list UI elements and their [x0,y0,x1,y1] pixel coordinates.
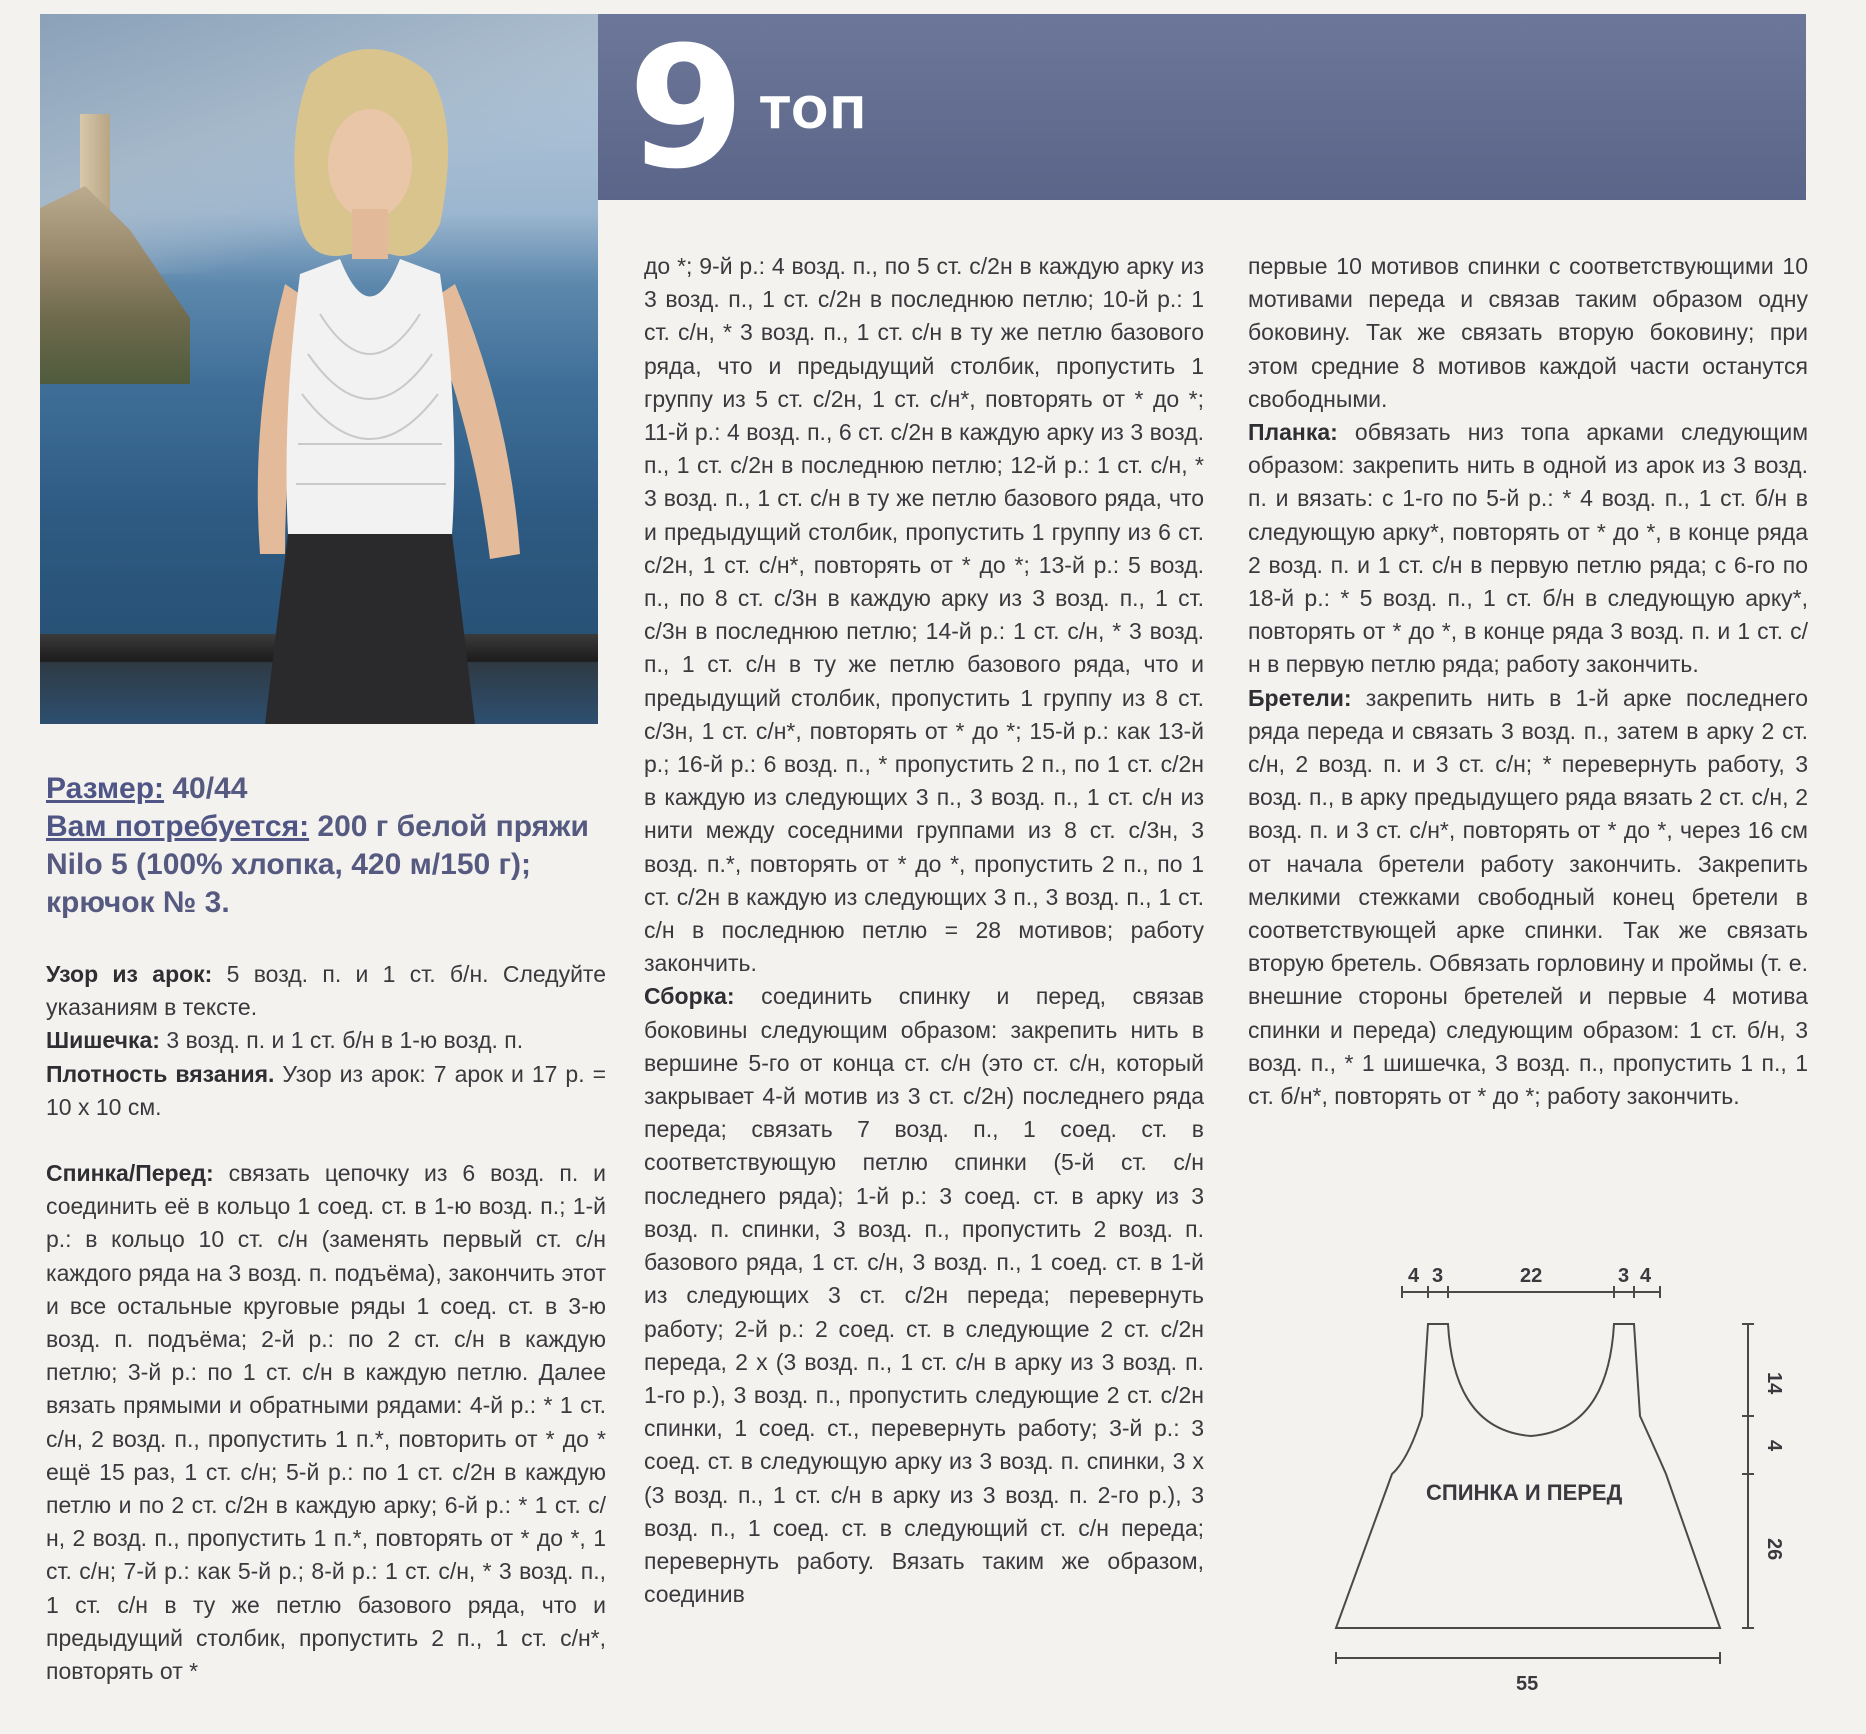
side-dim-2: 4 [1763,1440,1785,1452]
model-photo [40,14,598,724]
cone-text: 3 возд. п. и 1 ст. б/н в 1-ю возд. п. [166,1027,524,1054]
arch-pattern-text: 5 возд. п. и 1 ст. б/н. Следуйте указаниям в тексте. [46,961,606,1021]
pattern-title: ТОП [760,88,868,139]
size-label: Размер: [46,772,165,805]
paragraph-assembly-continued: первые 10 мотивов спинки с соответствующими 10 мотивами переда и связав таким образом одну боковину. Так же связать вторую боковину; при этом средние 8 мотивов каждой части останутся свободными. [1248,253,1808,412]
title-banner [598,10,1806,206]
assembly-label: Сборка: [644,983,735,1010]
requirements-block [46,770,606,922]
paragraph-cone [46,1024,606,1057]
schematic-label: СПИНКА И ПЕРЕД [1426,1480,1623,1505]
gauge-label: Плотность вязания. [46,1060,275,1087]
paragraph-gauge [46,1058,606,1124]
photo-model-figure [190,34,550,724]
top-dim-3: 22 [1520,1265,1543,1287]
top-dim-2: 3 [1432,1265,1444,1287]
paragraph-rows-continued: до *; 9-й р.: 4 возд. п., по 5 ст. с/2н в каждую арку из 3 возд. п., 1 ст. с/2н в последнюю петлю; 10-й р.: 1 ст. с/н, * 3 возд. п., 1 ст. с/н в ту же петлю базового ряда, что и предыдущий столбик, пропустить 1 группу из 5 ст. с/2н, 1 ст. с/н*, повторять от * до *; 11-й р.: 4 возд. п., 6 ст. с/2н в каждую арку из 3 возд. п., 1 ст. с/2н в последнюю петлю; 12-й р.: 1 ст. с/н, * 3 возд. п., 1 ст. с/н в ту же петлю базового ряда, что и предыдущий столбик, пропустить 1 группу из 6 ст. с/2н, 1 ст. с/н*, повторять от * до *; 13-й р.: 5 возд. п., по 8 ст. с/3н в каждую арку из 3 возд. п., 1 ст. с/3н в последнюю петлю; 14-й р.: 1 ст. с/н, * 3 возд. п., 1 ст. с/н в ту же петлю базового ряда, что и предыдущий столбик, пропустить 1 группу из 8 ст. с/3н, 1 ст. с/н*, повторять от * до *; 15-й р.: как 13-й р.; 16-й р.: 6 возд. п., * пропустить 2 п., по 1 ст. с/2н в каждую из следующих 3 п., 3 возд. п., 1 ст. с/н из нити между соседними группами из 8 ст. с/3н, 3 возд. п.*, повторять от * до *, пропустить 2 п., по 1 ст. с/2н в каждую из следующих 3 п., 3 возд. п., 1 ст. с/н в последнюю петлю = 28 мотивов; работу закончить. [644,253,1204,977]
paragraph-back-front [46,1157,606,1688]
column-2 [644,250,1204,1611]
assembly-text: соединить спинку и перед, связав боковины следующим образом: закрепить нить в вершине 5-го от конца ст. с/н (это ст. с/н, который закрывает 4-й мотив из 3 ст. с/2н) последнего ряда переда; связать 7 возд. п., 1 соед. ст. в соответствующую петлю спинки (5-й ст. с/н последнего ряда); 1-й р.: 3 соед. ст. в арку из 3 возд. п. спинки, 3 возд. п., пропустить 2 возд. п. базового ряда, 1 ст. с/н, 3 возд. п., 1 соед. ст. в 1-й из следующих 3 ст. с/2н переда; перевернуть работу; 2-й р.: 2 соед. ст. в следующие 2 ст. с/2н переда, 2 х (3 возд. п., 1 ст. с/н в арку из 3 возд. п. 1-го р.), 3 возд. п., пропустить следующие 2 ст. с/2н спинки, 1 соед. ст., перевернуть работу; 3-й р.: 3 соед. ст. в следующую арку из 3 возд. п. спинки, 3 х (3 возд. п., 1 ст. с/н в арку из 3 возд. п. 2-го р.), 3 возд. п., 1 соед. ст. в следующий ст. с/н переда; перевернуть работу. Вязать таким же образом, соединив [644,983,1204,1608]
pattern-schematic [1320,1260,1785,1700]
arch-pattern-label: Узор из арок: [46,961,213,987]
column-1 [46,958,606,1688]
cone-label: Шишечка: [46,1027,160,1054]
side-dim-1: 14 [1763,1372,1785,1395]
back-front-text: связать цепочку из 6 возд. п. и соединить её в кольцо 1 соед. ст. в 1-ю возд. п.; 1-й р.: в кольцо 10 ст. с/н (заменять первый ст. с/н каждого ряда на 3 возд. п. подъёма), закончить этот и все остальные круговые ряды 1 соед. ст. в 3-ю возд. п. подъёма; 2-й р.: по 2 ст. с/н в каждую петлю; 3-й р.: по 1 ст. с/н в каждую петлю. Далее вязать прямыми и обратными рядами: 4-й р.: * 1 ст. с/н, 2 возд. п., пропустить 1 п.*, повторить от * до * ещё 15 раз, 1 ст. с/н; 5-й р.: по 1 ст. с/2н в каждую петлю и по 2 ст. с/2н в каждую арку; 6-й р.: * 1 ст. с/н, 2 возд. п., пропустить 1 п.*, повторять от * до *, 1 ст. с/н; 7-й р.: как 5-й р.; 8-й р.: 1 ст. с/н, * 3 возд. п., 1 ст. с/н в ту же петлю базового ряда, что и предыдущий столбик, пропустить 2 п., 1 ст. с/н*, повторять от * [46,1160,607,1685]
column-3 [1248,250,1808,1113]
paragraph-gap [46,1124,606,1157]
side-dim-3: 26 [1763,1538,1785,1561]
needs-value: 200 г белой пряжи Nilo 5 (100% хлопка, 420 м/150 г); крючок № 3. [46,810,589,919]
paragraph-arch-pattern [46,958,606,1024]
pattern-number: 9 [628,10,741,206]
gauge-text: Узор из арок: 7 арок и 17 р. = 10 х 10 см. [46,1060,607,1120]
plank-label: Планка: [1248,419,1338,446]
plank-text: обвязать низ топа арками следующим образом: закрепить нить в одной из арок из 3 возд. п. и вязать: с 1-го по 5-й р.: * 4 возд. п., 1 ст. б/н в следующую арку*, повторять от * до *, в конце ряда 2 возд. п. и 1 ст. с/н в первую петлю ряда; с 6-го по 18-й р.: * 5 возд. п., 1 ст. б/н в следующую арку*, повторять от * до *, в конце ряда 3 возд. п. и 1 ст. с/н в первую петлю ряда; работу закончить. [1248,419,1809,678]
back-front-label: Спинка/Перед: [46,1160,214,1187]
paragraph-plank [1248,416,1808,682]
needs-label: Вам потребуется: [46,810,310,843]
straps-text: закрепить нить в 1-й арке последнего ряда переда и связать 3 возд. п., затем в арку 2 ст. с/н, 2 возд. п. и 3 ст. с/н; * перевернуть работу, 3 возд. п., в арку предыдущего ряда вязать 2 ст. с/н, 2 возд. п. и 3 ст. с/н*, повторять от * до *, через 16 см от начала бретели работу закончить. Закрепить мелкими стежками свободный конец бретели в соответствующей арке спинки. Так же связать вторую бретель. Обвязать горловину и проймы (т. е. внешние стороны бретелей и первые 4 мотива спинки и переда) следующим образом: 1 ст. б/н, 3 возд. п., * 1 шишечка, 3 возд. п., пропустить 1 п., 1 ст. б/н*, повторять от * до *; работу закончить. [1248,684,1809,1110]
paragraph-straps [1248,682,1808,1114]
top-dim-1: 4 [1408,1265,1420,1287]
paragraph-assembly [644,980,1204,1611]
size-value: 40/44 [172,772,248,805]
top-dim-4: 3 [1618,1265,1630,1287]
garment-outline [1336,1324,1720,1628]
top-dim-5: 4 [1640,1265,1652,1287]
straps-label: Бретели: [1248,684,1352,711]
bottom-dim: 55 [1516,1673,1539,1695]
